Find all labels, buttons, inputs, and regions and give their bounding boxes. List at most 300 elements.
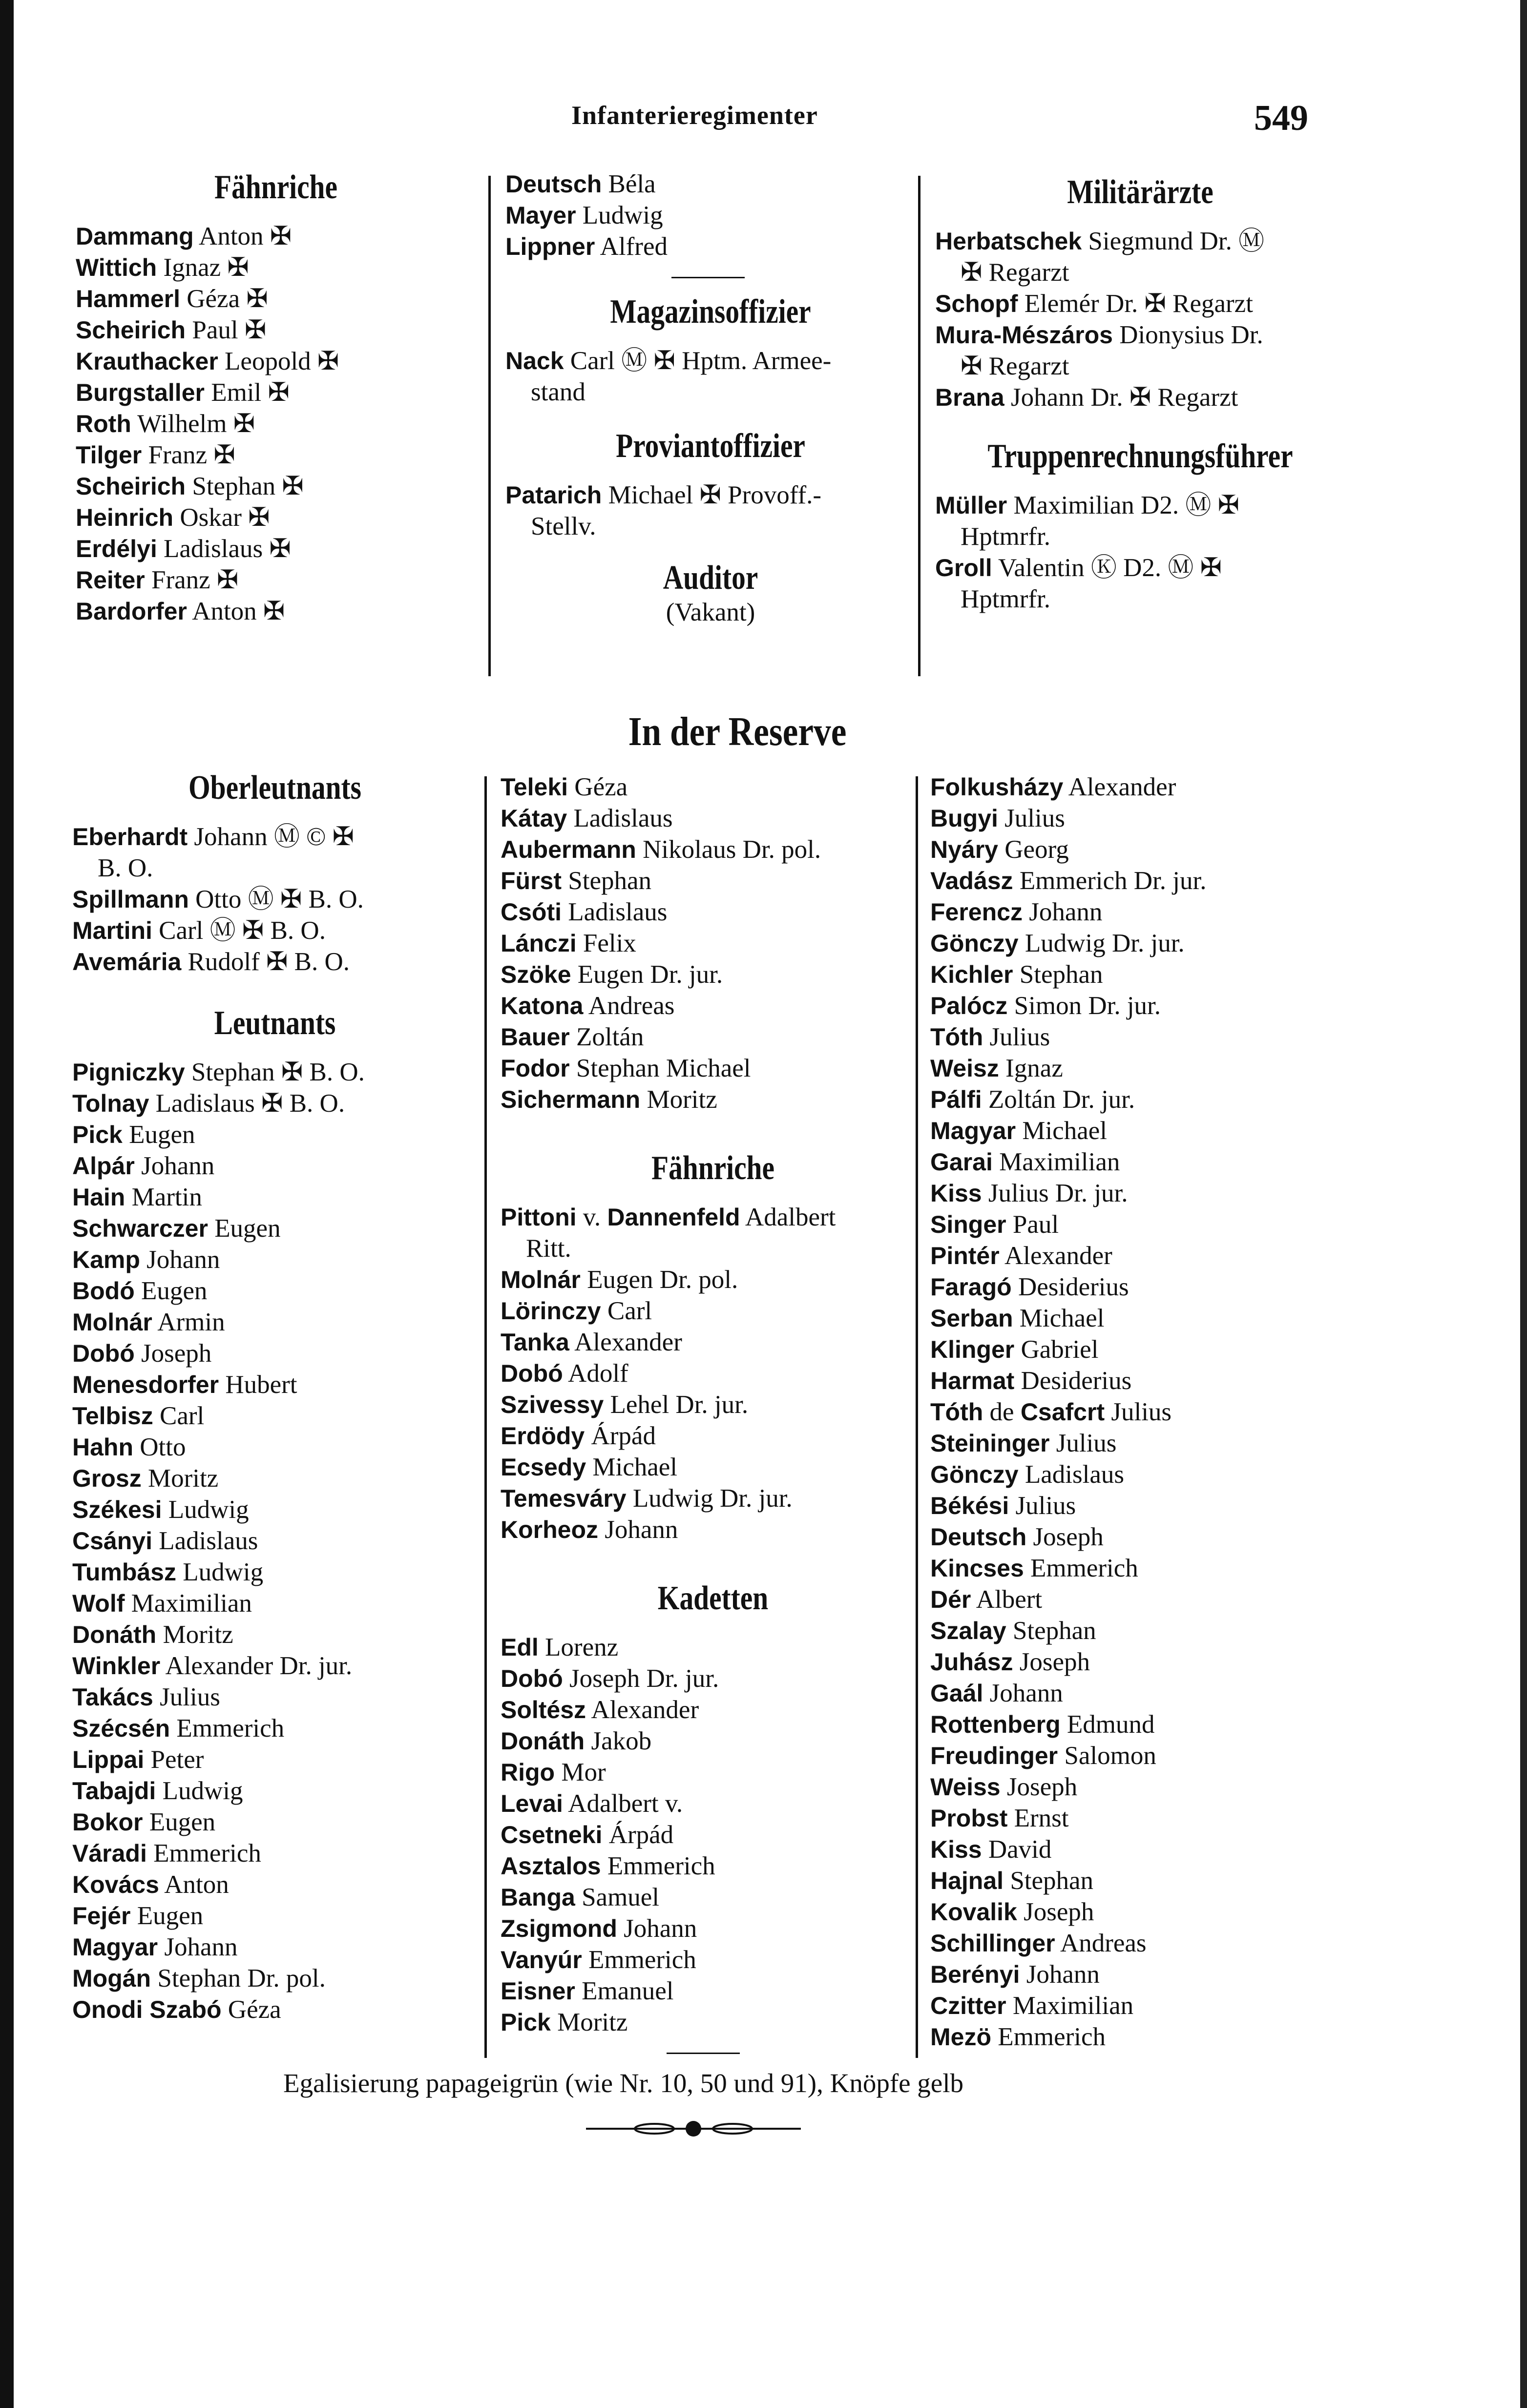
list-item <box>72 1119 478 1150</box>
surname: Deutsch <box>505 170 602 198</box>
surname: Molnár <box>72 1308 152 1336</box>
mid-bottom-column <box>501 771 925 2054</box>
given-name: Ignaz <box>999 1054 1063 1082</box>
list-item <box>501 2007 925 2038</box>
list-item <box>76 314 476 346</box>
surname: Kovalik <box>930 1898 1017 1926</box>
list-item <box>501 1264 925 1295</box>
surname: Mogán <box>72 1965 151 1992</box>
surname: Nyáry <box>930 836 998 863</box>
surname: Donáth <box>72 1621 157 1648</box>
given-name: Emmerich <box>146 1839 261 1868</box>
given-name: Hubert <box>219 1370 297 1399</box>
list-item <box>501 1420 925 1452</box>
given-name: Johann <box>598 1515 678 1544</box>
list-item <box>501 1514 925 1545</box>
list-item <box>72 1900 478 1931</box>
given-name: Michael <box>586 1453 678 1481</box>
given-name: Franz ✠ <box>142 441 235 469</box>
list-item <box>930 1209 1360 1240</box>
entry-list <box>501 1632 925 2038</box>
given-name: Alexander <box>999 1242 1112 1270</box>
list-item <box>501 1882 925 1913</box>
surname: Lippner <box>505 233 595 260</box>
list-item <box>501 1202 925 1264</box>
list-item <box>930 2021 1360 2053</box>
given-name: Zoltán Dr. jur. <box>982 1085 1135 1114</box>
surname: Faragó <box>930 1273 1012 1301</box>
reserve-heading: In der Reserve <box>628 709 847 754</box>
list-item <box>930 1834 1360 1865</box>
list-item <box>72 1994 478 2025</box>
list-item <box>76 221 476 252</box>
surname: Patarich <box>505 481 602 509</box>
section-heading-faehnriche-reserve: Fähnriche <box>651 1149 774 1187</box>
surname: Kincses <box>930 1555 1024 1582</box>
scan-edge-right <box>1520 0 1527 2408</box>
surname: Lippai <box>72 1746 145 1773</box>
given-name: Alexander <box>569 1328 682 1356</box>
mid-top-column <box>505 168 916 628</box>
given-name: Carl <box>153 1402 205 1430</box>
given-name: Michael ✠ Provoff.- <box>602 481 821 509</box>
given-name: Johann <box>617 1914 697 1943</box>
given-name: Franz ✠ <box>145 566 239 594</box>
given-name: Béla <box>602 170 656 198</box>
list-item <box>930 1928 1360 1959</box>
given-name: Moritz <box>141 1464 219 1493</box>
list-item <box>930 1896 1360 1928</box>
given-name: Rudolf ✠ B. O. <box>181 948 350 976</box>
surname: Steininger <box>930 1430 1050 1457</box>
surname: Tanka <box>501 1329 569 1356</box>
list-item <box>930 1365 1360 1396</box>
list-item <box>501 1819 925 1850</box>
section-heading-oberleutnants: Oberleutnants <box>188 769 361 807</box>
list-item <box>501 1327 925 1358</box>
given-name: Moritz <box>550 2008 628 2036</box>
given-name: Emil ✠ <box>204 378 290 407</box>
surname: Scheirich <box>76 473 186 500</box>
list-item <box>930 990 1360 1021</box>
surname: Aubermann <box>501 836 636 863</box>
given-name: Ladislaus <box>1018 1460 1124 1489</box>
given-name: Alexander Dr. jur. <box>160 1652 353 1680</box>
list-item <box>930 1553 1360 1584</box>
surname: Edl <box>501 1634 539 1661</box>
list-item <box>930 1959 1360 1990</box>
list-item <box>72 1244 478 1275</box>
surname: Bodó <box>72 1277 135 1305</box>
surname: Winkler <box>72 1652 161 1680</box>
list-item <box>72 1150 478 1182</box>
section-heading-magazinsoffizier: Magazinsoffizier <box>610 293 811 331</box>
surname: Tóth <box>930 1398 983 1426</box>
surname: Vanyúr <box>501 1946 582 1973</box>
surname: Mura-Mészáros <box>935 321 1113 349</box>
list-item <box>930 1615 1360 1646</box>
given-name: Maximilian <box>992 1148 1120 1176</box>
given-name: Alfred <box>595 232 668 261</box>
given-name: Julius <box>1105 1398 1172 1426</box>
given-name: Mor <box>555 1758 606 1786</box>
surname: Dobó <box>501 1665 563 1692</box>
surname: Groll <box>935 554 992 581</box>
surname: Grosz <box>72 1465 142 1492</box>
surname: Csetneki <box>501 1821 603 1848</box>
continuation-line: Ritt. <box>526 1234 571 1263</box>
surname: Freudinger <box>930 1742 1058 1769</box>
list-item <box>501 1295 925 1327</box>
list-item <box>72 1057 478 1088</box>
surname: Gönczy <box>930 930 1019 957</box>
given-name: Adalbert <box>740 1203 836 1231</box>
surname: Fejér <box>72 1902 131 1930</box>
surname: Scheirich <box>76 316 186 344</box>
given-name: Zoltán <box>569 1023 644 1051</box>
surname: Folkusházy <box>930 773 1064 801</box>
given-name: Carl <box>601 1297 652 1325</box>
list-item <box>72 915 478 946</box>
list-item <box>505 168 916 200</box>
surname: Rigo <box>501 1759 555 1786</box>
surname: Dannenfeld <box>607 1204 740 1231</box>
surname: Schopf <box>935 290 1018 317</box>
list-item <box>72 1681 478 1713</box>
list-item <box>501 1757 925 1788</box>
given-name: Joseph <box>1013 1648 1090 1676</box>
surname: Lánczi <box>501 930 577 957</box>
column-rule <box>918 176 920 676</box>
list-item <box>930 1115 1360 1146</box>
list-item <box>930 1240 1360 1271</box>
auditor-text: (Vakant) <box>666 598 755 626</box>
given-name: Johann Dr. ✠ Regarzt <box>1004 383 1238 412</box>
divider <box>667 2053 740 2054</box>
list-item <box>501 1850 925 1882</box>
surname: Tilger <box>76 441 142 469</box>
list-item <box>930 959 1360 990</box>
left-top-column <box>76 168 476 627</box>
given-name: Stephan Dr. pol. <box>151 1964 326 1993</box>
given-name: Eugen Dr. jur. <box>571 960 723 989</box>
list-item <box>76 252 476 283</box>
given-name: Alexander <box>1063 773 1176 801</box>
given-name: Ladislaus <box>152 1527 258 1555</box>
given-name: Maximilian <box>125 1589 252 1618</box>
given-name: Johann <box>1022 898 1103 926</box>
list-item <box>76 346 476 377</box>
surname: Burgstaller <box>76 379 205 406</box>
given-name: Joseph Dr. jur. <box>563 1664 719 1693</box>
list-item <box>930 1740 1360 1771</box>
list-item <box>501 896 925 928</box>
given-name: Ignaz ✠ <box>157 253 249 282</box>
list-item <box>76 596 476 627</box>
entry-list <box>501 1202 925 1545</box>
surname: Serban <box>930 1305 1013 1332</box>
list-item <box>501 1632 925 1663</box>
list-item <box>505 479 916 542</box>
surname: Wolf <box>72 1590 125 1617</box>
surname: Martini <box>72 917 152 944</box>
surname: Kátay <box>501 805 567 832</box>
given-name: Armin <box>152 1308 225 1336</box>
surname: Szivessy <box>501 1391 604 1418</box>
given-name: Anton ✠ <box>193 222 292 250</box>
surname: Dammang <box>76 223 194 250</box>
given-name: Stephan ✠ <box>186 472 304 500</box>
given-name: Eugen <box>208 1214 281 1243</box>
continuation-line: Hptmrfr. <box>961 522 1050 551</box>
surname: Banga <box>501 1884 575 1911</box>
list-item <box>72 1400 478 1432</box>
surname: Váradi <box>72 1840 147 1867</box>
surname: Tóth <box>930 1023 983 1051</box>
list-item <box>72 1525 478 1557</box>
list-item <box>72 1213 478 1244</box>
list-item <box>72 1931 478 1963</box>
list-item <box>72 1619 478 1650</box>
list-item <box>930 1428 1360 1459</box>
given-name: Stephan <box>1006 1617 1096 1645</box>
surname: Szécsén <box>72 1715 170 1742</box>
surname: Székesi <box>72 1496 162 1523</box>
given-name: Gabriel <box>1014 1335 1099 1364</box>
surname: Kiss <box>930 1180 982 1207</box>
list-item <box>930 928 1360 959</box>
column-rule <box>484 776 487 2058</box>
list-item <box>930 1865 1360 1896</box>
surname: Weiss <box>930 1773 1001 1801</box>
given-name: David <box>982 1835 1052 1864</box>
surname: Spillmann <box>72 886 189 913</box>
given-name: Johann <box>134 1152 215 1180</box>
given-name: Paul <box>1006 1210 1059 1239</box>
right-top-column <box>935 173 1345 615</box>
surname: Dér <box>930 1586 971 1613</box>
list-item <box>501 1021 925 1053</box>
ornament-divider <box>586 2114 801 2143</box>
surname: Erdélyi <box>76 535 157 562</box>
given-name: Johann <box>140 1246 220 1274</box>
list-item <box>501 1694 925 1725</box>
list-item <box>935 382 1345 413</box>
list-item <box>76 533 476 564</box>
list-item <box>935 288 1345 319</box>
given-name: Peter <box>144 1745 204 1774</box>
given-name: Emanuel <box>575 1977 674 2005</box>
surname: Gönczy <box>930 1461 1019 1488</box>
given-name: Martin <box>125 1183 202 1211</box>
surname: Bugyi <box>930 805 998 832</box>
list-item <box>501 959 925 990</box>
surname: Alpár <box>72 1152 135 1180</box>
list-item <box>501 1975 925 2007</box>
footer-note: Egalisierung papageigrün (wie Nr. 10, 50 und 91), Knöpfe gelb <box>283 2068 963 2098</box>
list-item <box>930 1709 1360 1740</box>
surname: Bauer <box>501 1023 570 1051</box>
given-name: Michael <box>1016 1117 1107 1145</box>
surname: Herbatschek <box>935 228 1082 255</box>
given-name: Eugen <box>130 1902 204 1930</box>
list-item <box>930 1396 1360 1428</box>
given-name: Lehel Dr. jur. <box>604 1391 749 1419</box>
given-name: Julius Dr. jur. <box>982 1179 1128 1207</box>
list-item <box>72 821 478 884</box>
list-item <box>505 231 916 262</box>
given-name: Joseph <box>1017 1898 1094 1926</box>
surname: Kovács <box>72 1871 159 1898</box>
surname: Avemária <box>72 948 182 976</box>
list-item <box>501 1452 925 1483</box>
list-item <box>501 1053 925 1084</box>
given-name: Julius <box>998 804 1065 832</box>
list-item <box>930 1990 1360 2021</box>
given-name: Ludwig Dr. jur. <box>1018 929 1185 957</box>
surname: Békési <box>930 1492 1009 1519</box>
given-name: Adalbert v. <box>563 1789 683 1818</box>
list-item <box>501 1663 925 1694</box>
given-name: de <box>983 1398 1021 1426</box>
surname: Menesdorfer <box>72 1371 219 1398</box>
list-item <box>930 1803 1360 1834</box>
given-name: Albert <box>971 1585 1043 1614</box>
given-name: Eugen Dr. pol. <box>580 1266 738 1294</box>
list-item <box>505 200 916 231</box>
list-item <box>935 490 1345 552</box>
surname: Asztalos <box>501 1852 601 1880</box>
surname: Eisner <box>501 1977 575 2005</box>
section-heading-proviantoffizier: Proviantoffizier <box>616 427 805 465</box>
given-name: Edmund <box>1060 1710 1155 1739</box>
given-name: Wilhelm ✠ <box>131 410 255 438</box>
given-name: Ladislaus ✠ <box>157 535 291 563</box>
given-name: Maximilian <box>1006 1992 1134 2020</box>
list-item <box>930 1084 1360 1115</box>
surname: Lörinczy <box>501 1297 601 1325</box>
list-item <box>501 1725 925 1757</box>
surname: Palócz <box>930 992 1008 1019</box>
surname: Pálfi <box>930 1086 982 1113</box>
surname: Krauthacker <box>76 348 218 375</box>
list-item <box>930 771 1360 803</box>
given-name: Georg <box>998 835 1069 864</box>
given-name: Joseph <box>134 1339 212 1368</box>
list-item <box>930 1334 1360 1365</box>
given-name: Johann Ⓜ © ✠ <box>188 823 354 851</box>
divider <box>671 277 745 278</box>
given-name: Otto Ⓜ ✠ B. O. <box>188 885 364 913</box>
given-name: Géza <box>568 773 628 801</box>
surname: Szalay <box>930 1617 1006 1644</box>
given-name: Joseph <box>1026 1523 1104 1551</box>
surname: Tumbász <box>72 1558 176 1586</box>
surname: Sichermann <box>501 1086 641 1113</box>
surname: Tolnay <box>72 1090 149 1117</box>
given-name: Johann <box>1020 1960 1100 1989</box>
list-item <box>501 1944 925 1975</box>
left-bottom-column <box>72 769 478 2025</box>
running-title: Infanterieregimenter <box>571 101 818 130</box>
given-name: Valentin Ⓚ D2. Ⓜ ✠ <box>992 554 1222 582</box>
list-item <box>930 1146 1360 1178</box>
entry-list <box>935 490 1345 615</box>
continuation-line: ✠ Regarzt <box>961 352 1069 380</box>
surname: Wittich <box>76 254 157 281</box>
section-heading-militaeraerzte: Militärärzte <box>1067 173 1213 211</box>
given-name: Desiderius <box>1011 1273 1129 1301</box>
surname: Pick <box>501 2009 551 2036</box>
given-name: Ernst <box>1007 1804 1069 1832</box>
list-item <box>72 1775 478 1806</box>
surname: Katona <box>501 992 584 1019</box>
surname: Hain <box>72 1183 126 1211</box>
surname: Kichler <box>930 961 1013 988</box>
given-name: Emmerich <box>601 1852 715 1880</box>
list-item <box>930 1303 1360 1334</box>
surname: Fodor <box>501 1055 570 1082</box>
given-name: Emmerich <box>991 2023 1106 2051</box>
given-name: Stephan Michael <box>569 1054 751 1082</box>
list-item <box>72 1275 478 1307</box>
list-item <box>72 1088 478 1119</box>
given-name: Eugen <box>122 1121 195 1149</box>
given-name: Alexander <box>586 1696 699 1724</box>
list-item <box>76 471 476 502</box>
list-item <box>930 803 1360 834</box>
surname: Pintér <box>930 1242 1000 1269</box>
list-item <box>501 834 925 865</box>
list-item <box>72 1588 478 1619</box>
surname: Magyar <box>72 1933 158 1961</box>
entry-list <box>930 771 1360 2053</box>
given-name: Simon Dr. jur. <box>1007 992 1161 1020</box>
list-item <box>930 834 1360 865</box>
list-item <box>930 1459 1360 1490</box>
entry-list <box>72 1057 478 2025</box>
given-name: Nikolaus Dr. pol. <box>636 835 821 864</box>
surname: Szöke <box>501 961 571 988</box>
given-name: Ludwig <box>162 1495 249 1524</box>
continuation-line: stand <box>531 378 586 406</box>
surname: Teleki <box>501 773 568 801</box>
surname: Brana <box>935 384 1004 411</box>
list-item <box>930 1771 1360 1803</box>
list-item <box>501 803 925 834</box>
surname: Müller <box>935 492 1007 519</box>
surname: Bardorfer <box>76 598 187 625</box>
surname: Temesváry <box>501 1485 627 1512</box>
surname: Pick <box>72 1121 123 1148</box>
list-item <box>72 1463 478 1494</box>
given-name: Jakob <box>585 1727 652 1755</box>
list-item <box>72 946 478 977</box>
given-name: Moritz <box>640 1085 717 1114</box>
given-name: Ladislaus <box>567 804 673 832</box>
entry-list <box>501 771 925 1115</box>
given-name: Carl Ⓜ ✠ B. O. <box>152 916 326 945</box>
page-number: 549 <box>1254 98 1308 138</box>
surname: Czitter <box>930 1992 1006 2019</box>
list-item <box>76 377 476 408</box>
given-name: Eugen <box>143 1808 216 1836</box>
given-name: Géza <box>221 1995 281 2024</box>
list-item <box>501 1084 925 1115</box>
given-name: Ladislaus ✠ B. O. <box>149 1089 345 1118</box>
given-name: Samuel <box>575 1883 660 1911</box>
given-name: Elemér Dr. ✠ Regarzt <box>1018 290 1253 318</box>
